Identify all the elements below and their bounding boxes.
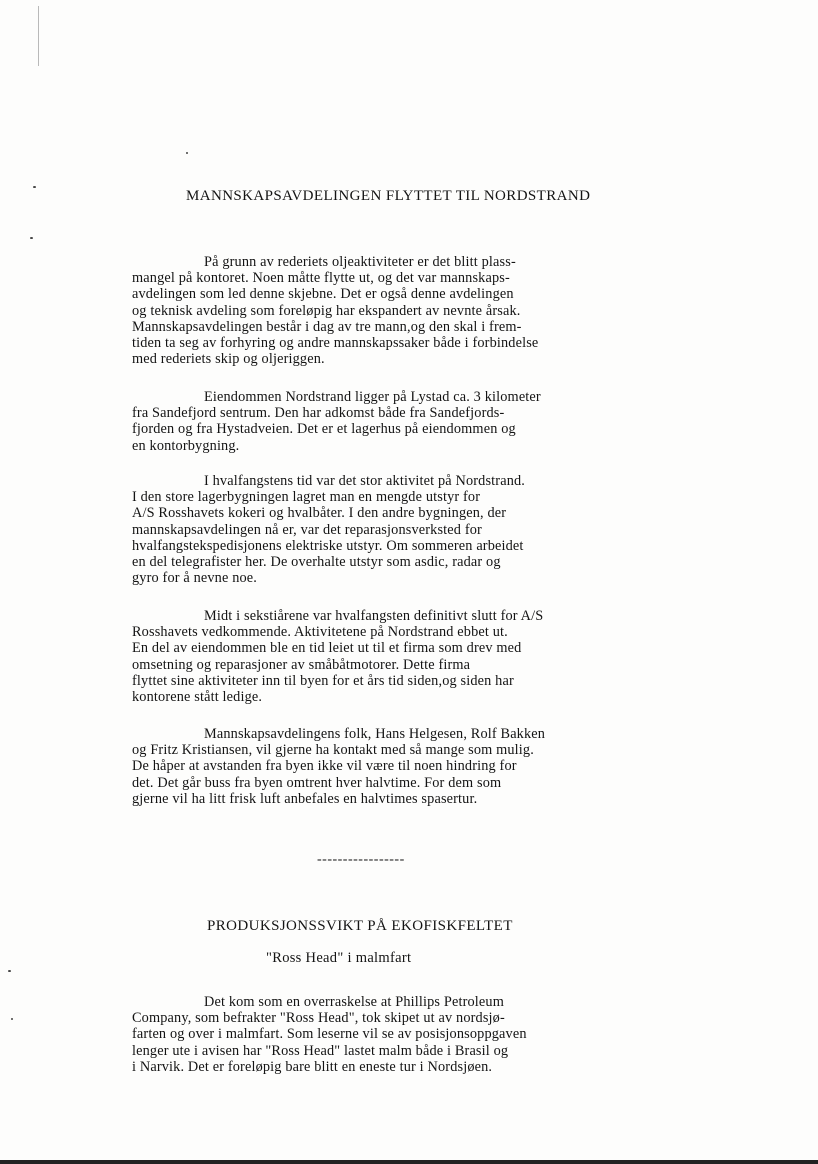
text-line: En del av eiendommen ble en tid leiet ut til et firma som drev med bbox=[132, 640, 522, 657]
text-line: På grunn av rederiets oljeaktiviteter er det blitt plass- bbox=[204, 254, 516, 270]
text-line: Mannskapsavdelingens folk, Hans Helgesen, Rolf Bakken bbox=[204, 726, 546, 742]
text-line: Midt i sekstiårene var hvalfangsten definitivt slutt for A/S bbox=[204, 608, 544, 624]
text-line: kontorene stått ledige. bbox=[132, 689, 263, 706]
text-line: Mannskapsavdelingen består i dag av tre mann,og den skal i frem- bbox=[132, 318, 522, 335]
text-line: og teknisk avdeling som foreløpig har ekspandert av nevnte årsak. bbox=[132, 302, 521, 319]
section1-paragraph-3 bbox=[132, 473, 722, 586]
section1-paragraph-1 bbox=[132, 254, 722, 367]
scan-speck bbox=[11, 1018, 13, 1020]
text-line: A/S Rosshavets kokeri og hvalbåter. I den andre bygningen, der bbox=[132, 505, 507, 522]
section-separator: ----------------- bbox=[317, 852, 405, 867]
text-line: med rederiets skip og oljeriggen. bbox=[132, 351, 325, 368]
text-line: Eiendommen Nordstrand ligger på Lystad ca. 3 kilometer bbox=[204, 389, 541, 405]
section2-heading: PRODUKSJONSSVIKT PÅ EKOFISKFELTET bbox=[207, 918, 513, 934]
page-bottom-edge bbox=[0, 1160, 818, 1164]
text-line: mannskapsavdelingen nå er, var det reparasjonsverksted for bbox=[132, 521, 482, 538]
text-line: tiden ta seg av forhyring og andre mannskapssaker både i forbindelse bbox=[132, 335, 539, 352]
text-line: det. Det går buss fra byen omtrent hver halvtime. For dem som bbox=[132, 774, 502, 791]
section1-paragraph-5 bbox=[132, 726, 722, 807]
text-line: avdelingen som led denne skjebne. Det er også denne avdelingen bbox=[132, 286, 514, 303]
section2-subheading: "Ross Head" i malmfart bbox=[266, 950, 412, 966]
scan-speck bbox=[30, 237, 33, 239]
text-line: gyro for å nevne noe. bbox=[132, 570, 258, 587]
section2-paragraph bbox=[132, 994, 722, 1075]
text-line: Company, som befrakter "Ross Head", tok skipet ut av nordsjø- bbox=[132, 1010, 505, 1027]
text-line: Det kom som en overraskelse at Phillips Petroleum bbox=[204, 994, 504, 1010]
text-line: fjorden og fra Hystadveien. Det er et lagerhus på eiendommen og bbox=[132, 421, 516, 438]
text-line: fra Sandefjord sentrum. Den har adkomst både fra Sandefjords- bbox=[132, 405, 505, 422]
text-line: lenger ute i avisen har "Ross Head" lastet malm både i Brasil og bbox=[132, 1042, 509, 1059]
section1-heading: MANNSKAPSAVDELINGEN FLYTTET TIL NORDSTRAND bbox=[186, 188, 591, 204]
text-line: og Fritz Kristiansen, vil gjerne ha kontakt med så mange som mulig. bbox=[132, 742, 534, 759]
text-line: I hvalfangstens tid var det stor aktivitet på Nordstrand. bbox=[204, 473, 526, 489]
scan-speck bbox=[33, 186, 36, 188]
text-line: omsetning og reparasjoner av småbåtmotorer. Dette firma bbox=[132, 656, 471, 673]
section1-paragraph-2 bbox=[132, 389, 722, 454]
text-line: Rosshavets vedkommende. Aktivitetene på Nordstrand ebbet ut. bbox=[132, 624, 508, 641]
text-line: hvalfangstekspedisjonens elektriske utstyr. Om sommeren arbeidet bbox=[132, 537, 524, 554]
text-line: farten og over i malmfart. Som leserne vil se av posisjonsoppgaven bbox=[132, 1026, 527, 1043]
text-line: De håper at avstanden fra byen ikke vil være til noen hindring for bbox=[132, 758, 517, 775]
text-line: flyttet sine aktiviteter inn til byen for et års tid siden,og siden har bbox=[132, 672, 514, 689]
text-line: en kontorbygning. bbox=[132, 437, 240, 454]
scan-speck bbox=[186, 152, 188, 154]
text-line: en del telegrafister her. De overhalte utstyr som asdic, radar og bbox=[132, 554, 501, 571]
text-line: i Narvik. Det er foreløpig bare blitt en eneste tur i Nordsjøen. bbox=[132, 1058, 493, 1075]
scan-speck bbox=[8, 970, 11, 972]
text-line: gjerne vil ha litt frisk luft anbefales en halvtimes spasertur. bbox=[132, 790, 478, 807]
text-line: mangel på kontoret. Noen måtte flytte ut, og det var mannskaps- bbox=[132, 270, 510, 287]
text-line: I den store lagerbygningen lagret man en mengde utstyr for bbox=[132, 489, 481, 506]
section1-paragraph-4 bbox=[132, 608, 722, 705]
page-edge-mark bbox=[38, 6, 39, 66]
